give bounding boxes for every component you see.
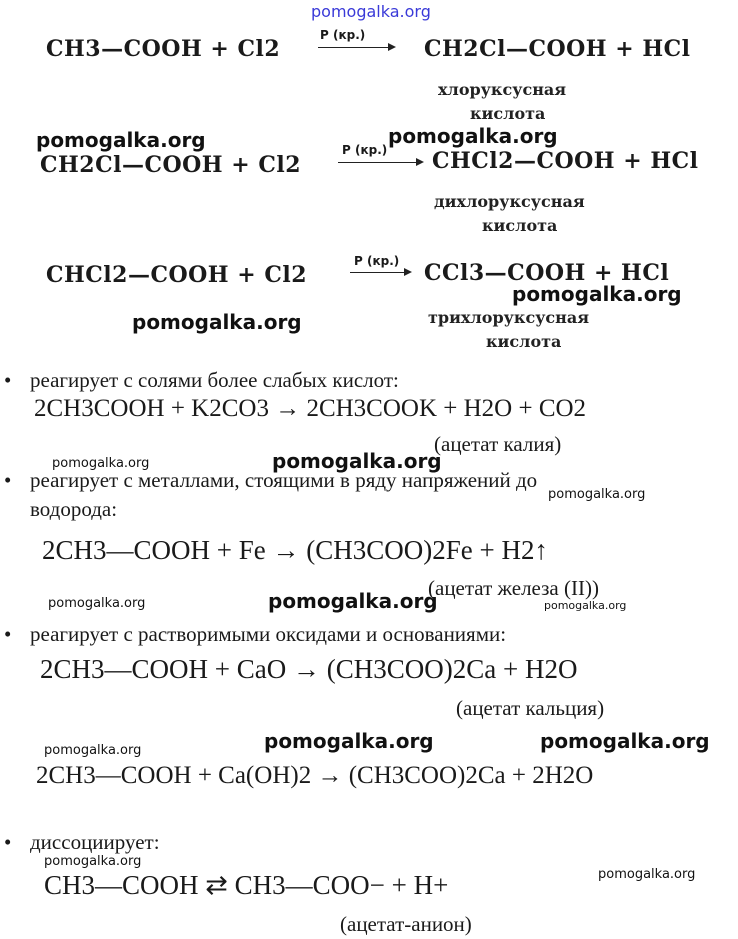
bullet-icon: • (4, 368, 12, 392)
bullet-icon: • (4, 622, 12, 646)
watermark: pomogalka.org (264, 729, 434, 753)
reaction-arrow-icon (338, 162, 422, 163)
watermark: pomogalka.org (272, 449, 442, 473)
bullet-text-dissociation: диссоциирует: (30, 830, 160, 854)
watermark: pomogalka.org (388, 124, 558, 148)
watermark: pomogalka.org (598, 867, 696, 882)
watermark: pomogalka.org (268, 589, 438, 613)
watermark: pomogalka.org (544, 599, 627, 612)
reaction-arrow-icon (318, 47, 394, 48)
watermark: pomogalka.org (36, 128, 206, 152)
watermark: pomogalka.org (548, 487, 646, 502)
chlorination-2-name: дихлоруксусная (434, 192, 585, 211)
bullet-icon: • (4, 468, 12, 492)
equation-dissociation: CH3—COOH ⇄ CH3—COO− + H+ (44, 870, 449, 900)
chlorination-1-reactants: CH3—COOH + Cl2 (46, 36, 281, 62)
bullet-text-salts: реагирует с солями более слабых кислот: (30, 368, 399, 392)
chlorination-1-condition: P (кр.) (320, 28, 366, 42)
equation-oxide: 2CH3—COOH + CaO → (CH3COO)2Ca + H2O (40, 654, 578, 684)
equation-base: 2CH3—COOH + Ca(OH)2 → (CH3COO)2Ca + 2H2O (36, 762, 594, 789)
chlorination-3-products: CCl3—COOH + HCl (424, 260, 670, 286)
bullet-text-metals: реагирует с металлами, стоящими в ряду напряжений до (30, 468, 538, 492)
name-acetate-anion: (ацетат-анион) (340, 912, 472, 936)
name-calcium-acetate: (ацетат кальция) (456, 696, 605, 720)
watermark: pomogalka.org (48, 596, 146, 611)
chlorination-1-name-2: кислота (470, 104, 546, 123)
watermark: pomogalka.org (44, 854, 142, 869)
name-potassium-acetate: (ацетат калия) (434, 432, 562, 456)
bullet-text-metals-2: водорода: (30, 497, 118, 521)
watermark: pomogalka.org (132, 310, 302, 334)
bullet-text-oxides: реагирует с растворимыми оксидами и основаниями: (30, 622, 507, 646)
chlorination-1-name: хлоруксусная (438, 80, 567, 99)
chlorination-3-name: трихлоруксусная (428, 308, 590, 327)
chlorination-3-reactants: CHCl2—COOH + Cl2 (46, 262, 308, 288)
watermark-top: pomogalka.org (311, 2, 431, 21)
name-iron-acetate: (ацетат железа (II)) (428, 576, 599, 600)
chlorination-2-condition: P (кр.) (342, 143, 388, 157)
chlorination-3-name-2: кислота (486, 332, 562, 351)
chlorination-1-products: CH2Cl—COOH + HCl (424, 36, 691, 62)
watermark: pomogalka.org (44, 743, 142, 758)
reaction-arrow-icon (350, 272, 410, 273)
chlorination-2-reactants: CH2Cl—COOH + Cl2 (40, 152, 302, 178)
watermark: pomogalka.org (52, 456, 150, 471)
chlorination-2-products: CHCl2—COOH + HCl (432, 148, 699, 174)
watermark: pomogalka.org (512, 282, 682, 306)
chlorination-2-name-2: кислота (482, 216, 558, 235)
chlorination-3-condition: P (кр.) (354, 254, 400, 268)
watermark: pomogalka.org (540, 729, 710, 753)
equation-salt: 2CH3COOH + K2CO3 → 2CH3COOK + H2O + CO2 (34, 395, 587, 422)
bullet-icon: • (4, 830, 12, 854)
equation-metal: 2CH3—COOH + Fe → (CH3COO)2Fe + H2↑ (42, 535, 548, 565)
